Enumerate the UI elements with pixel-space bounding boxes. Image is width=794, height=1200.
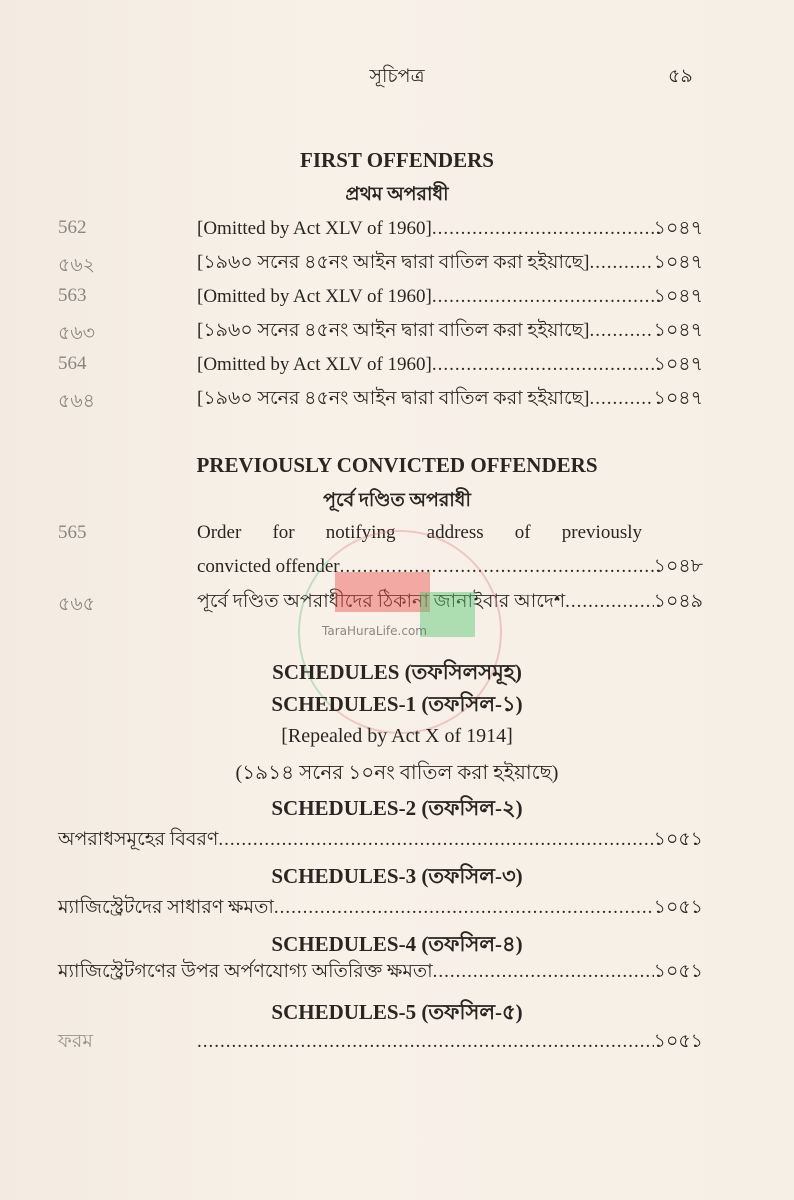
section-number: ৫৬৫ bbox=[58, 594, 96, 615]
leader-dots bbox=[274, 896, 654, 920]
schedule-3-heading: SCHEDULES-3 (তফসিল-৩) bbox=[271, 864, 523, 888]
schedules-heading: SCHEDULES (তফসিলসমূহ) bbox=[272, 660, 522, 684]
entry-page: ১০৫১ bbox=[653, 961, 703, 982]
entry-page: ১০৪৭ bbox=[653, 252, 703, 273]
schedule-1-note-bn: (১৯১৪ সনের ১০নং বাতিল করা হইয়াছে) bbox=[235, 762, 559, 784]
toc-entry[interactable] bbox=[197, 285, 703, 309]
entry-text: ম্যাজিস্ট্রেটদের সাধারণ ক্ষমতা bbox=[58, 897, 274, 918]
toc-entry[interactable] bbox=[197, 555, 703, 579]
leader-dots bbox=[432, 353, 654, 377]
section-number: 563 bbox=[58, 285, 87, 306]
entry-page: ১০৪৭ bbox=[653, 354, 703, 375]
toc-entry[interactable] bbox=[197, 251, 703, 275]
section-number: 562 bbox=[58, 217, 87, 238]
section-number: ৫৬৩ bbox=[58, 323, 96, 344]
section-number: ৫৬৪ bbox=[58, 391, 96, 412]
entry-page: ১০৫১ bbox=[653, 829, 703, 850]
toc-entry[interactable] bbox=[197, 590, 703, 614]
leader-dots bbox=[589, 251, 653, 275]
entry-text: [Omitted by Act XLV of 1960] bbox=[197, 354, 432, 375]
entry-page: ১০৫১ bbox=[653, 897, 703, 918]
entry-text: ম্যাজিস্ট্রেটগণের উপর অর্পণযোগ্য অতিরিক্ত ক্ষমতা bbox=[58, 961, 433, 982]
schedule-5-heading: SCHEDULES-5 (তফসিল-৫) bbox=[271, 1000, 523, 1024]
leader-dots bbox=[433, 960, 654, 984]
toc-entry[interactable] bbox=[58, 1030, 703, 1054]
section-heading-previously-convicted: PREVIOUSLY CONVICTED OFFENDERS bbox=[196, 453, 598, 477]
running-header-title: সূচিপত্র bbox=[369, 66, 425, 87]
entry-page: ১০৪৯ bbox=[653, 591, 703, 612]
leader-dots bbox=[432, 285, 654, 309]
toc-entry[interactable] bbox=[58, 896, 703, 920]
entry-text-line1: Order for notifying address of previously bbox=[197, 522, 642, 543]
section-heading-first-offenders: FIRST OFFENDERS bbox=[300, 148, 494, 172]
entry-text: ফরম bbox=[58, 1031, 93, 1052]
toc-entry[interactable] bbox=[197, 387, 703, 411]
entry-page: ১০৪৭ bbox=[653, 388, 703, 409]
entry-text: [Omitted by Act XLV of 1960] bbox=[197, 218, 432, 239]
entry-text: [১৯৬০ সনের ৪৫নং আইন দ্বারা বাতিল করা হইয়াছে] bbox=[197, 252, 590, 273]
toc-entry[interactable] bbox=[197, 217, 703, 241]
section-number: 564 bbox=[58, 353, 87, 374]
entry-page: ১০৪৭ bbox=[653, 286, 703, 307]
section-number: ৫৬২ bbox=[58, 255, 96, 276]
toc-entry[interactable] bbox=[197, 353, 703, 377]
schedule-1-heading: SCHEDULES-1 (তফসিল-১) bbox=[271, 692, 523, 716]
leader-dots bbox=[197, 1030, 654, 1054]
schedule-1-note: [Repealed by Act X of 1914] bbox=[281, 725, 513, 747]
entry-page: ১০৪৮ bbox=[653, 556, 703, 577]
toc-entry[interactable] bbox=[197, 319, 703, 343]
leader-dots bbox=[432, 217, 654, 241]
section-heading-first-offenders-bn: প্রথম অপরাধী bbox=[345, 184, 449, 205]
section-number: 565 bbox=[58, 522, 87, 543]
entry-text: [Omitted by Act XLV of 1960] bbox=[197, 286, 432, 307]
leader-dots bbox=[218, 828, 653, 852]
section-heading-previously-convicted-bn: পূর্বে দণ্ডিত অপরাধী bbox=[323, 490, 471, 511]
leader-dots bbox=[589, 319, 653, 343]
leader-dots bbox=[565, 590, 654, 614]
leader-dots bbox=[340, 555, 654, 579]
entry-text: [১৯৬০ সনের ৪৫নং আইন দ্বারা বাতিল করা হইয়াছে] bbox=[197, 320, 590, 341]
entry-page: ১০৪৭ bbox=[653, 320, 703, 341]
entry-text: [১৯৬০ সনের ৪৫নং আইন দ্বারা বাতিল করা হইয়াছে] bbox=[197, 388, 590, 409]
entry-page: ১০৫১ bbox=[653, 1031, 703, 1052]
page-number: ৫৯ bbox=[668, 66, 693, 87]
entry-page: ১০৪৭ bbox=[653, 218, 703, 239]
toc-entry[interactable] bbox=[58, 960, 703, 984]
entry-text: পূর্বে দণ্ডিত অপরাধীদের ঠিকানা জানাইবার আদেশ bbox=[197, 591, 566, 612]
entry-text: অপরাধসমূহের বিবরণ bbox=[58, 829, 219, 850]
leader-dots bbox=[589, 387, 653, 411]
schedule-4-heading: SCHEDULES-4 (তফসিল-৪) bbox=[271, 932, 523, 956]
entry-text: convicted offender bbox=[197, 556, 340, 577]
schedule-2-heading: SCHEDULES-2 (তফসিল-২) bbox=[271, 796, 523, 820]
watermark-text: TaraHuraLife.com bbox=[322, 624, 427, 638]
toc-entry[interactable] bbox=[58, 828, 703, 852]
